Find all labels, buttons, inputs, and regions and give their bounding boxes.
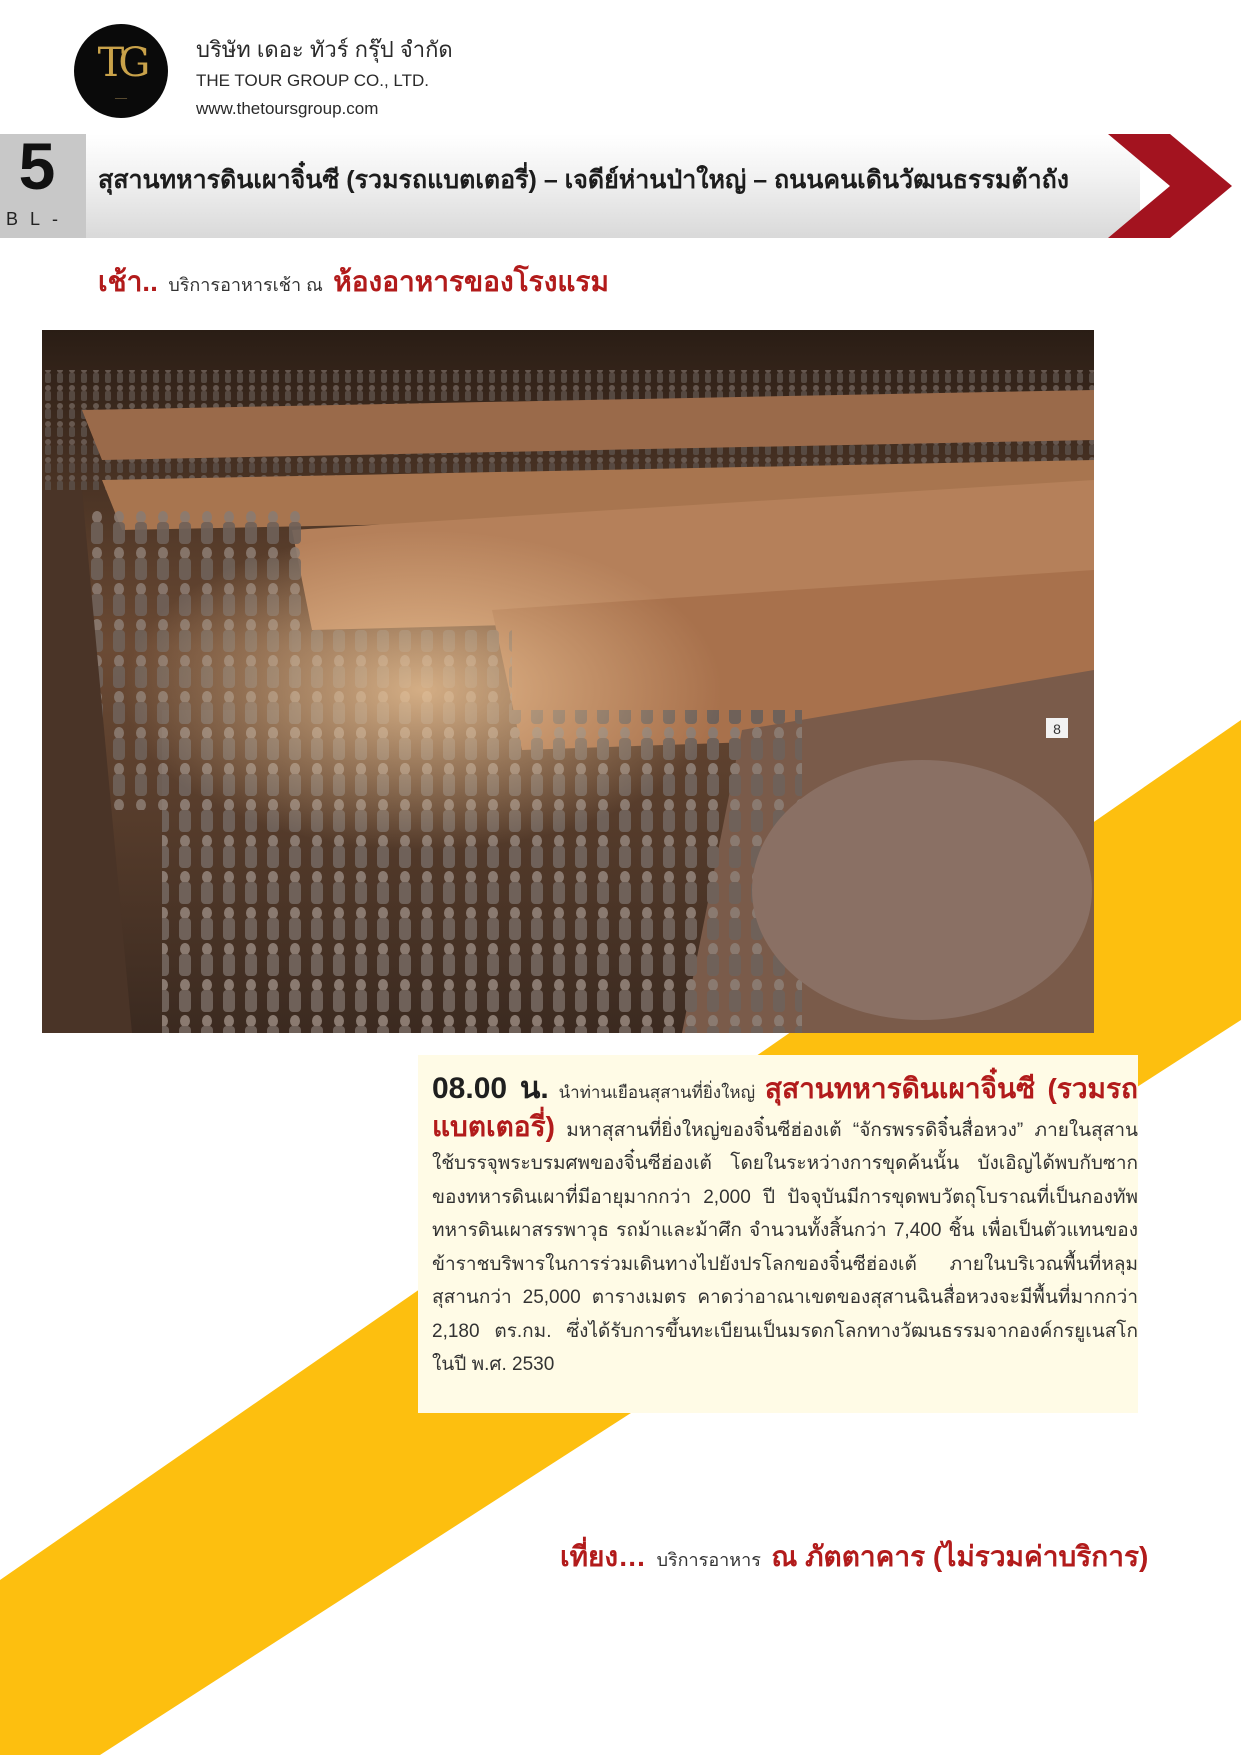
logo-caption: ──── (114, 96, 128, 102)
company-logo (74, 24, 168, 118)
company-name-en: THE TOUR GROUP CO., LTD. (196, 71, 429, 90)
lunch-service: บริการอาหาร (656, 1550, 761, 1570)
activity-text: มหาสุสานที่ยิ่งใหญ่ของจิ๋นซีฮ่องเต้ “จักรพรรดิจิ๋นสื่อหวง” ภายในสุสานใช้บรรจุพระบรมศพของจิ๋นซีฮ่องเต้ โดยในระหว่างการขุดค้นนั้น บังเอิญได้พบกับซากของทหารดินเผาที่มีอายุมากกว่า 2,000 ปี ปัจจุบันมีการขุดพบวัตถุโบราณที่เป็นกองทัพทหารดินเผาสรรพาวุธ รถม้าและม้าศึก จำนวนทั้งสิ้นกว่า 7,400 ชิ้น เพื่อเป็นตัวแทนของข้าราชบริพารในการร่วมเดินทางไปยังปรโลกของจิ๋นซีฮ่องเต้ ภายในบริเวณพื้นที่หลุมสุสานกว่า 25,000 ตารางเมตร คาดว่าอาณาเขตของสุสานฉินสื่อหวงจะมีพื้นที่มากกว่า 2,180 ตร.กม. ซึ่งได้รับการขึ้นทะเบียนเป็นมรดกโลกทางวัฒนธรรมจากองค์กรยูเนสโกในปี พ.ศ. 2530 (432, 1119, 1138, 1375)
day-number-box (0, 129, 86, 238)
lunch-line (560, 1535, 1148, 1579)
lunch-label: เที่ยง… (560, 1541, 647, 1572)
activity-place: สุสานทหารดินเผาจิ๋นซี (รวมรถแบตเตอรี่) (432, 1073, 1139, 1142)
day-code: BL- (6, 209, 71, 229)
terracotta-army-photo (42, 330, 1094, 1033)
lunch-place: ณ ภัตตาคาร (ไม่รวมค่าบริการ) (771, 1541, 1149, 1572)
breakfast-label: เช้า.. (98, 266, 158, 297)
breakfast-line (98, 260, 609, 304)
logo-monogram: TG (97, 40, 145, 86)
breakfast-service: บริการอาหารเช้า ณ (168, 275, 323, 295)
breakfast-place: ห้องอาหารของโรงแรม (333, 266, 609, 297)
chevron-right-icon (1108, 134, 1232, 238)
day-number: 5 (18, 129, 56, 203)
day-banner (0, 129, 1241, 238)
activity-intro: นำท่านเยือนสุสานที่ยิ่งใหญ่ (558, 1083, 756, 1102)
activity-time: 08.00 น. (432, 1072, 549, 1105)
company-website: www.thetoursgroup.com (196, 99, 379, 118)
company-name-th: บริษัท เดอะ ทัวร์ กรุ๊ป จำกัด (196, 37, 453, 62)
day-title: สุสานทหารดินเผาจิ๋นซี (รวมรถแบตเตอรี่) – เจดีย์ห่านป่าใหญ่ – ถนนคนเดินวัฒนธรรมต้าถัง (98, 166, 1069, 194)
activity-description (432, 1072, 1138, 1382)
photo-sign-number: 8 (1053, 721, 1061, 737)
